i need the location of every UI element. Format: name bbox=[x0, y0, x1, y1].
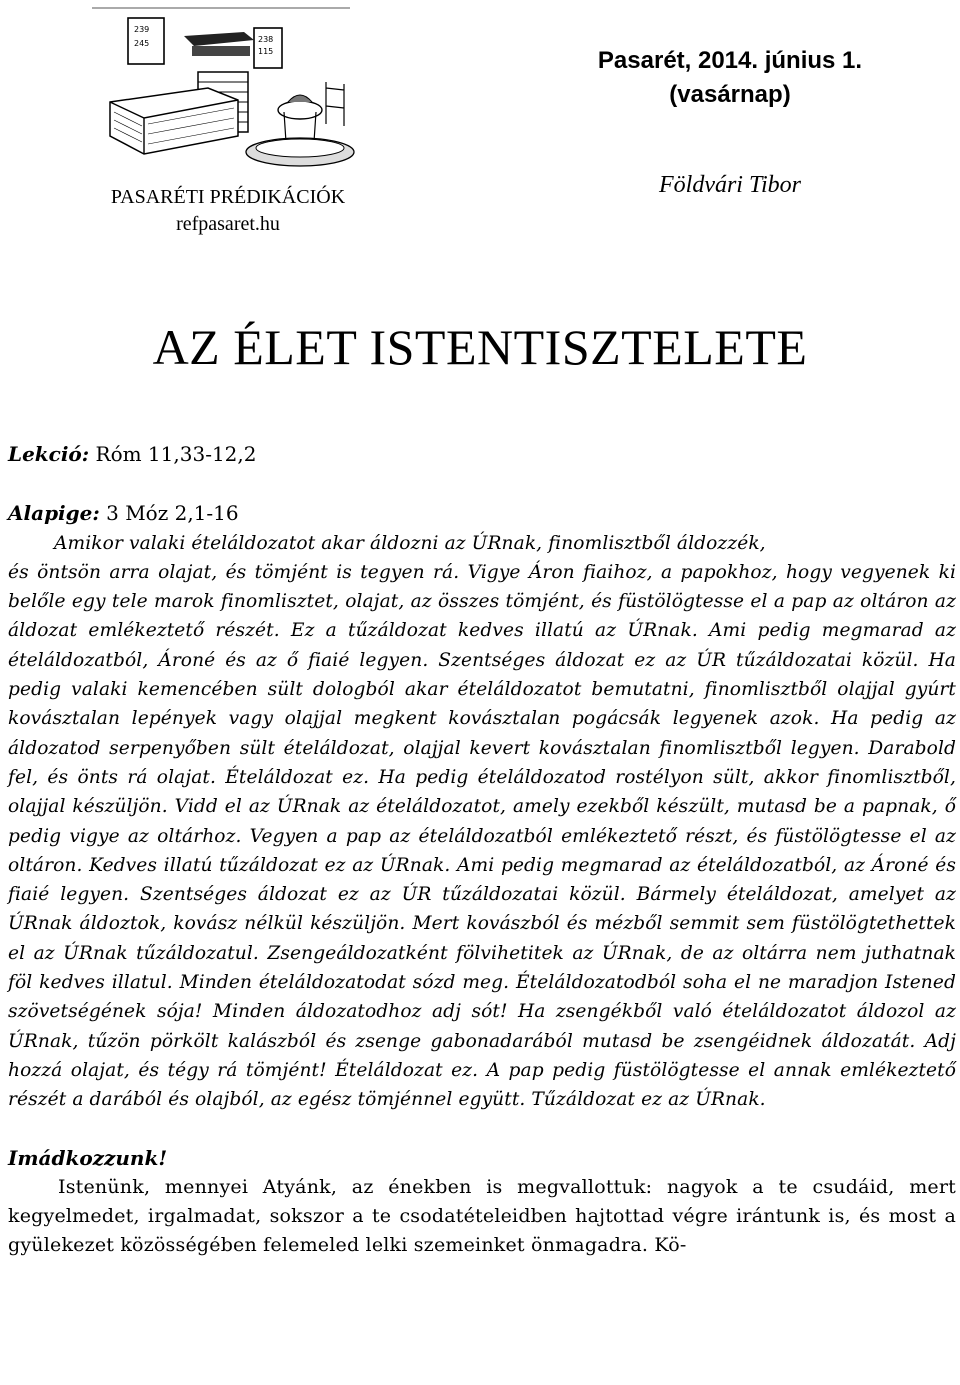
lection-label: Lekció: bbox=[8, 442, 90, 466]
hymn-board-right bbox=[254, 28, 282, 68]
hymn-board-left bbox=[128, 18, 164, 64]
lection-reference: Róm 11,33-12,2 bbox=[89, 442, 257, 466]
church-interior-illustration bbox=[88, 2, 356, 182]
prayer-text: Istenünk, mennyei Atyánk, az énekben is megvallottuk: nagyok a te csudáid, mert kegyelmedet, irgalmadat, sokszor a te csodatételeidben hajtottad végre irántunk is, és most a gyülekezet közösségében felemeled lelki szemeinket önmagadra. Kö- bbox=[8, 1175, 956, 1257]
weekday-line: (vasárnap) bbox=[669, 81, 791, 108]
chair bbox=[326, 82, 344, 126]
sermon-date bbox=[520, 44, 940, 112]
preacher-name: Földvári Tibor bbox=[658, 172, 802, 198]
platform bbox=[246, 138, 354, 166]
base-verse-text bbox=[8, 529, 956, 1115]
base-verse-line bbox=[8, 499, 956, 528]
baptismal-table bbox=[278, 95, 322, 142]
pulpit-canopy bbox=[184, 32, 254, 56]
svg-text:238: 238 bbox=[258, 35, 274, 44]
logo-title: PASARÉTI PRÉDIKÁCIÓK bbox=[110, 186, 346, 208]
logo-caption bbox=[90, 184, 366, 238]
communion-table bbox=[110, 88, 238, 154]
base-verse-reference: 3 Móz 2,1-16 bbox=[99, 501, 239, 526]
sermon-title: AZ ÉLET ISTENTISZTELETE bbox=[152, 319, 808, 375]
base-verse-continuation: és öntsön arra olajat, és tömjént is tegyen rá. Vigye Áron fiaihoz, a papokhoz, hogy vegyenek ki belőle egy tele marok finomlisztet, olajat, az összes tömjént, és füstölögtesse el a pap az oltáron az áldozat emlékeztető részét. Ez a tűzáldozat kedves illatú az ÚRnak. Ami pedig megmarad az ételáldozatból, Ároné és az ő fiaié legyen. Szentséges áldozat ez az ÚR tűzáldozatai közül. Ha pedig valaki kemencében sült dologból akar ételáldozatot bemutatni, finomlisztből olajjal gyúrt kovásztalan lepények vagy olajjal megkent kovásztalan pogácsák legyenek azok. Ha pedig az áldozatod serpenyőben sült ételáldozat, olajjal kevert kovásztalan finomlisztből legyen. Darabold fel, és önts rá olajat. Ételáldozat ez. Ha pedig ételáldozatod rostélyon sült, akkor finomlisztből, olajjal készüljön. Vidd el az ÚRnak az ételáldozatot, amely ezekből készült, mutasd be a papnak, ő pedig vigye az oltárhoz. Vegyen a pap az ételáldozatból emlékeztető részt, és füstölögtesse el az oltáron. Kedves illatú tűzáldozat ez az ÚRnak. Ami pedig megmarad az ételáldozatból, az Ároné és fiaié legyen. Szentséges áldozat ez az ÚR tűzáldozatai közül. Bármely ételáldozat, amelyet az ÚRnak áldoztok, kovász nélkül készüljön. Mert kovászból és mézből semmit sem füstölögtethettek el az ÚRnak tűzáldozatul. Zsengeáldozatként fölvihetitek az ÚRnak, de az oltárra nem juthatnak föl kedves illatul. Minden ételáldozatodat sózd meg. Ételáldozatodból soha el ne maradjon Istened szövetségének sója! Minden áldozatodhoz adj sót! Ha zsengékből való ételáldozatot áldozol az ÚRnak, tűzön pörkölt kalászból és zsenge gabonadarából mutasd be zsengéidnek áldozatát. Adj hozzá olajat, és tégy rá tömjént! Ételáldozat ez. A pap pedig füstölögtesse el annak emlékeztető részét a darából és olajból, az egész tömjénnel együtt. Tűzáldozat ez az ÚRnak. bbox=[8, 561, 956, 1111]
sermon-body bbox=[8, 440, 956, 1261]
svg-text:245: 245 bbox=[134, 39, 150, 48]
prayer-heading: Imádkozzunk! bbox=[8, 1145, 168, 1170]
base-verse-first-line: Amikor valaki ételáldozatot akar áldozni az ÚRnak, finomlisztből áldozzék, bbox=[54, 532, 766, 554]
date-line: Pasarét, 2014. június 1. bbox=[597, 47, 863, 74]
base-verse-label: Alapige: bbox=[8, 501, 100, 526]
svg-text:115: 115 bbox=[258, 47, 274, 56]
lection-line bbox=[8, 440, 956, 469]
svg-text:239: 239 bbox=[134, 25, 150, 34]
page-header bbox=[0, 0, 960, 250]
website-link[interactable]: refpasaret.hu bbox=[176, 213, 280, 235]
